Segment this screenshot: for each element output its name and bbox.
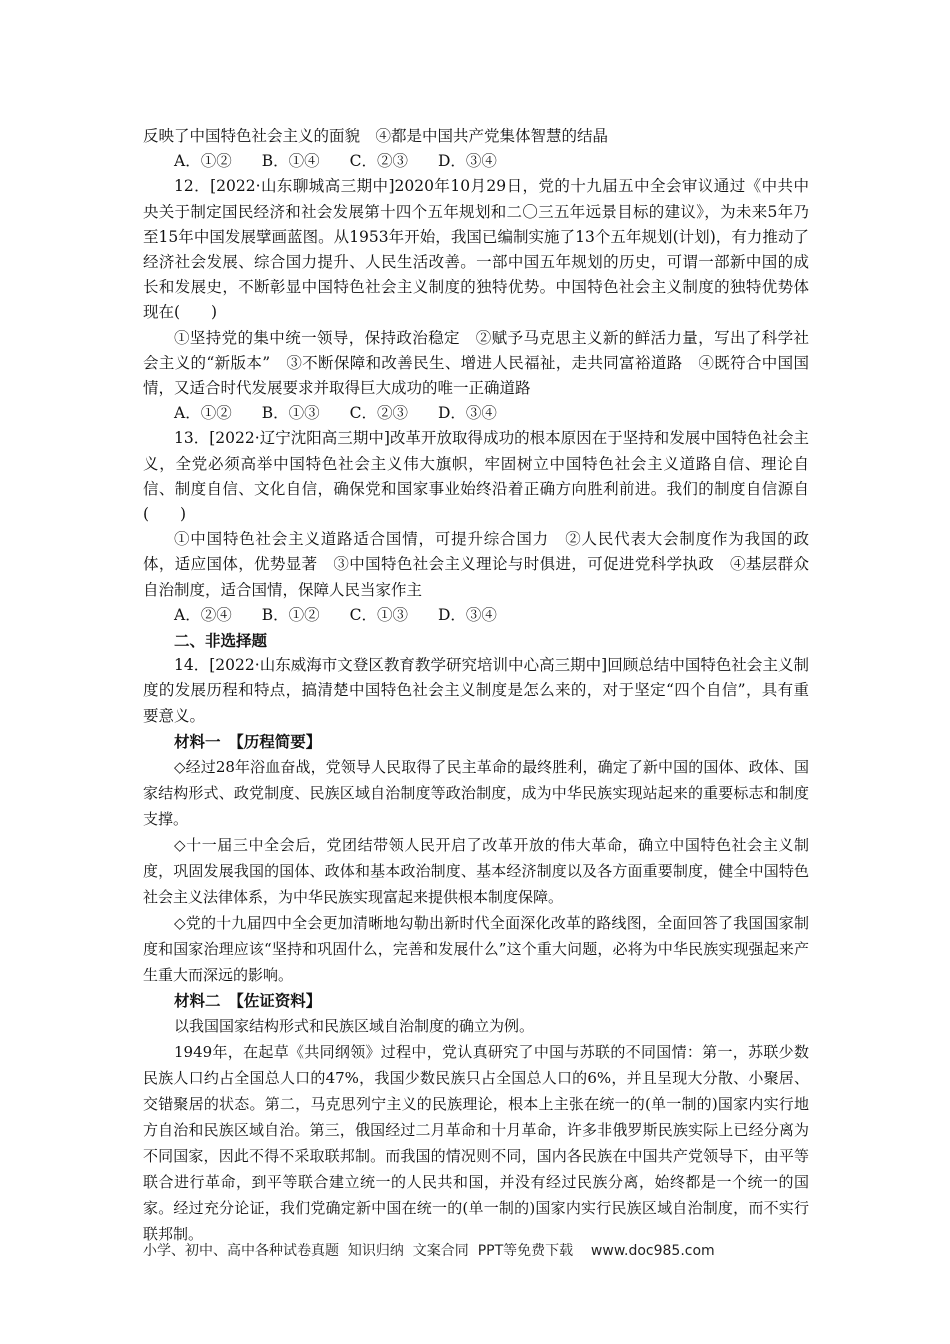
q13-items: ①中国特色社会主义道路适合国情，可提升综合国力 ②人民代表大会制度作为我国的政体，适应国体，优势显著 ③中国特色社会主义理论与时俱进，可促进党科学执政 ④基层群众自治制度，适合国情，保障人民当家作主 xyxy=(143,530,809,599)
q13-stem: 13．[2022·辽宁沈阳高三期中]改革开放取得成功的根本原因在于坚持和发展中国特色社会主义，全党必须高举中国特色社会主义伟大旗帜，牢固树立中国特色社会主义道路自信、理论自信、制度自信、文化自信，确保党和国家事业始终沿着正确方向胜利前进。我们的制度自信源自( ) xyxy=(143,429,809,524)
material-two-paragraph-2: 1949年，在起草《共同纲领》过程中，党认真研究了中国与苏联的不同国情：第一，苏联少数民族人口约占全国总人口的47%，我国少数民族只占全国总人口的6%，并且呈现大分散、小聚居、交错聚居的状态。第二，马克思列宁主义的民族理论，根本上主张在统一的(单一制的)国家内实行地方自治和民族区域自治。第三，俄国经过二月革命和十月革命，许多非俄罗斯民族实际上已经分离为不同国家，因此不得不采取联邦制。而我国的情况则不同，国内各民族在中国共产党领导下，由平等联合进行革命，到平等联合建立统一的人民共和国，并没有经过民族分离，始终都是一个统一的国家。经过充分论证，我们党确定新中国在统一的(单一制的)国家内实行民族区域自治制度，而不实行联邦制。 xyxy=(143,1043,809,1244)
option-a: A．①② xyxy=(174,152,232,171)
section-heading: 二、非选择题 xyxy=(174,631,268,651)
q13-options xyxy=(143,603,809,628)
material-one-paragraph-2: ◇十一届三中全会后，党团结带领人民开启了改革开放的伟大革命，确立中国特色社会主义制度，巩固发展我国的国体、政体和基本政治制度、基本经济制度以及各方面重要制度，健全中国特色社会主义法律体系，为中华民族实现富起来提供根本制度保障。 xyxy=(143,836,809,907)
material-two-paragraph-1: 以我国国家结构形式和民族区域自治制度的确立为例。 xyxy=(174,1017,535,1036)
option-b: B．①② xyxy=(261,605,320,624)
q11-options xyxy=(143,149,809,174)
option-d: D．③④ xyxy=(437,404,497,423)
page-body xyxy=(143,124,809,1247)
page-footer: 小学、初中、高中各种试卷真题 知识归纳 文案合同 PPT等免费下载 www.doc985.com xyxy=(143,1243,715,1259)
option-d: D．③④ xyxy=(437,605,497,624)
material-one-paragraph-1: ◇经过28年浴血奋战，党领导人民取得了民主革命的最终胜利，确定了新中国的国体、政体、国家结构形式、政党制度、民族区域自治制度等政治制度，成为中华民族实现站起来的重要标志和制度支撑。 xyxy=(143,758,809,829)
q14-stem: 14．[2022·山东威海市文登区教育教学研究培训中心高三期中]回顾总结中国特色社会主义制度的发展历程和特点，搞清楚中国特色社会主义制度是怎么来的，对于坚定“四个自信”，具有重要意义。 xyxy=(143,656,809,725)
q12-items: ①坚持党的集中统一领导，保持政治稳定 ②赋予马克思主义新的鲜活力量，写出了科学社会主义的“新版本” ③不断保障和改善民生、增进人民福祉，走共同富裕道路 ④既符合中国国情，又适合时代发展要求并取得巨大成功的唯一正确道路 xyxy=(143,328,809,398)
q11-continuation: 反映了中国特色社会主义的面貌 ④都是中国共产党集体智慧的结晶 xyxy=(143,127,609,145)
option-b: B．①③ xyxy=(261,404,320,423)
option-c: C．②③ xyxy=(349,404,408,423)
material-one-title: 材料一 【历程简要】 xyxy=(174,731,322,751)
material-one-paragraph-3: ◇党的十九届四中全会更加清晰地勾勒出新时代全面深化改革的路线图，全面回答了我国国家制度和国家治理应该“坚持和巩固什么，完善和发展什么”这个重大问题，必将为中华民族实现强起来产生重大而深远的影响。 xyxy=(143,914,809,985)
option-a: A．①② xyxy=(174,404,232,423)
option-c: C．①③ xyxy=(349,605,408,624)
option-d: D．③④ xyxy=(437,152,497,171)
option-c: C．②③ xyxy=(349,152,408,171)
option-b: B．①④ xyxy=(261,152,320,171)
q12-stem: 12．[2022·山东聊城高三期中]2020年10月29日，党的十九届五中全会审议通过《中共中央关于制定国民经济和社会发展第十四个五年规划和二〇三五年远景目标的建议》，为未来5年乃至15年中国发展擘画蓝图。从1953年开始，我国已编制实施了13个五年规划(计划)，有力推动了经济社会发展、综合国力提升、人民生活改善。一部中国五年规划的历史，可谓一部新中国的成长和发展史，不断彰显中国特色社会主义制度的独特优势。中国特色社会主义制度的独特优势体现在( ) xyxy=(143,177,809,322)
q12-options xyxy=(143,401,809,426)
material-two-title: 材料二 【佐证资料】 xyxy=(174,991,322,1011)
option-a: A．②④ xyxy=(174,605,232,624)
